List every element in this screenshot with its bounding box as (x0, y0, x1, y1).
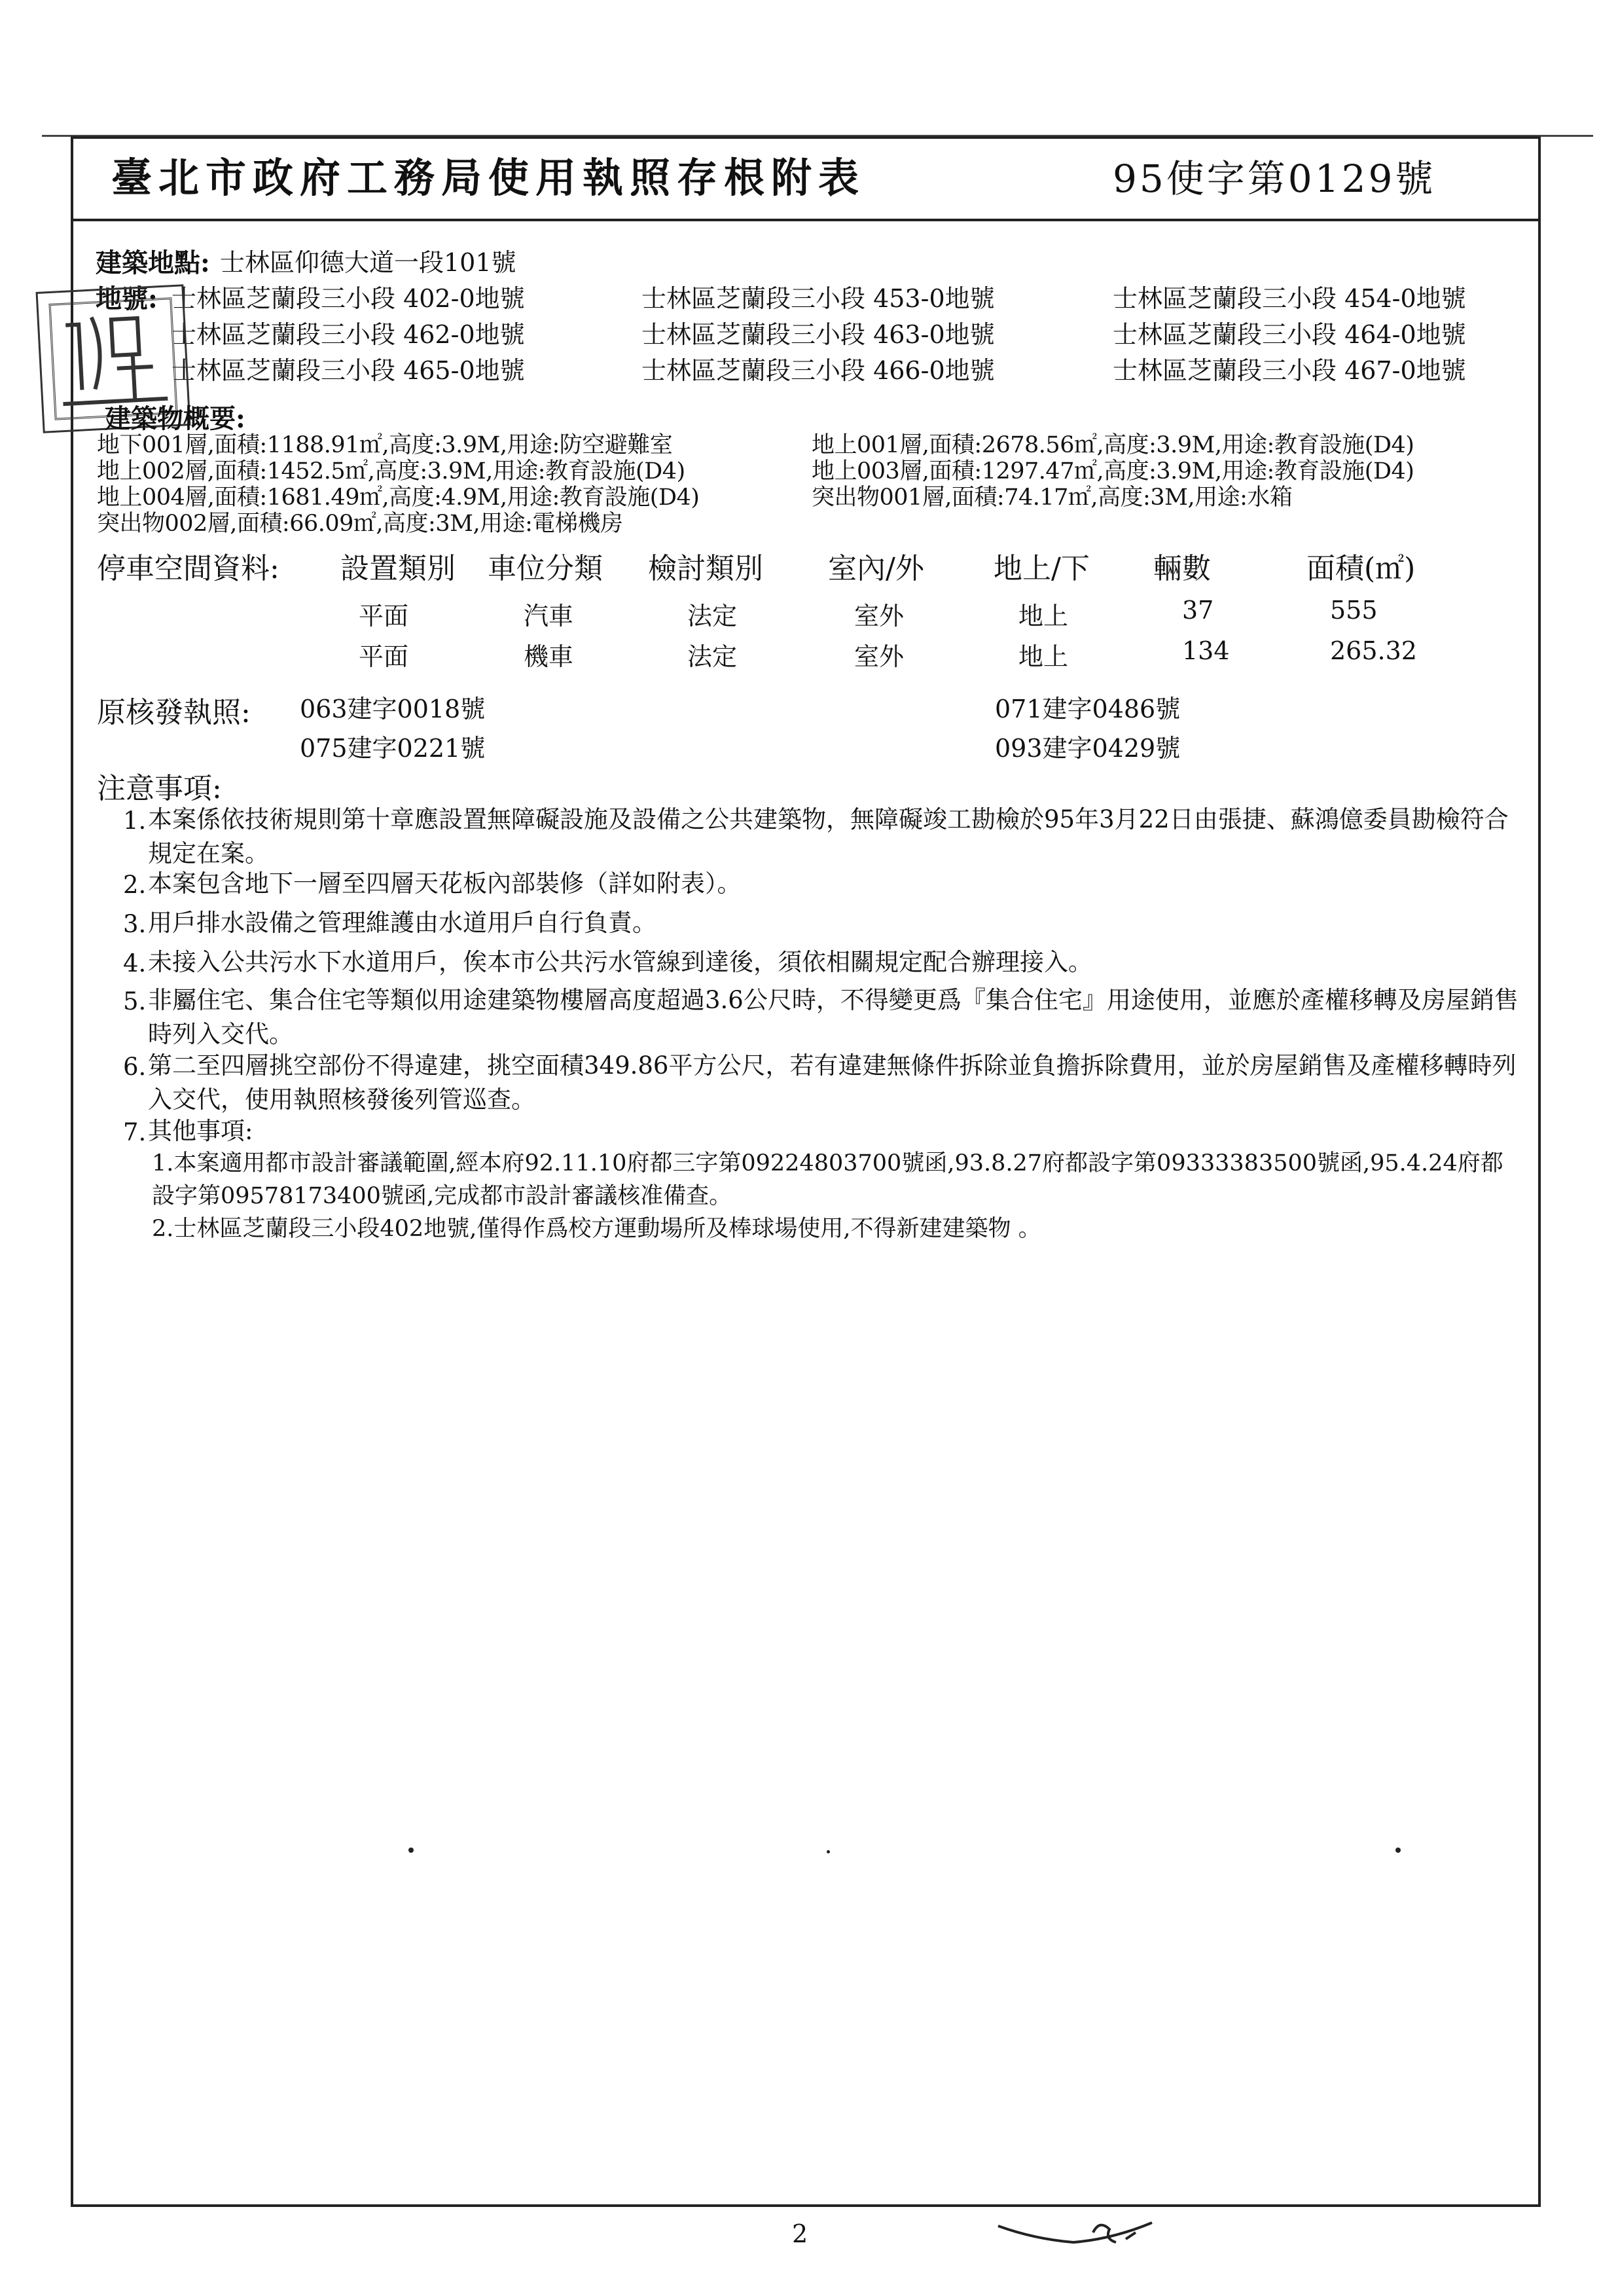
lot-number: 士林區芝蘭段三小段 454-0地號 (1113, 284, 1466, 313)
parking-cell: 265.32 (1330, 636, 1417, 665)
lot-number: 士林區芝蘭段三小段 466-0地號 (641, 356, 995, 385)
signature-mark (995, 2213, 1165, 2259)
original-permit: 071建字0486號 (995, 695, 1181, 723)
parking-cell: 室外 (854, 642, 905, 671)
note-text: 第二至四層挑空部份不得違建，挑空面積349.86平方公尺，若有違建無條件拆除並負擔拆除費用，並於房屋銷售及產權移轉時列入交代，使用執照核發後列管巡查。 (148, 1051, 1517, 1114)
parking-header: 輛數 (1153, 552, 1211, 585)
parking-cell: 法定 (687, 642, 738, 671)
original-permits-label: 原核發執照: (97, 696, 251, 729)
floor-summary: 突出物001層,面積:74.17㎡,高度:3M,用途:水箱 (812, 484, 1293, 511)
document-title: 臺北市政府工務局使用執照存根附表 (111, 154, 866, 202)
floor-summary: 地上001層,面積:2678.56㎡,高度:3.9M,用途:教育設施(D4) (812, 432, 1414, 458)
note-text: 未接入公共污水下水道用戶，俟本市公共污水管線到達後，須依相關規定配合辦理接入。 (148, 948, 1092, 976)
note-number: 6. (123, 1053, 147, 1081)
original-permit: 063建字0018號 (300, 695, 486, 723)
parking-cell: 法定 (687, 602, 738, 630)
note-number: 7. (123, 1118, 147, 1146)
note-number: 5. (123, 987, 147, 1015)
parking-header: 面積(㎡) (1306, 552, 1416, 585)
title-rule (71, 219, 1541, 221)
parking-cell: 134 (1182, 636, 1230, 665)
site-label: 建築地點: (96, 247, 210, 278)
parking-cell: 地上 (1018, 642, 1069, 671)
parking-header: 檢討類別 (648, 552, 763, 585)
note-number: 2. (123, 871, 147, 899)
note-text: 用戶排水設備之管理維護由水道用戶自行負責。 (148, 909, 656, 937)
page-number: 2 (792, 2219, 808, 2248)
lot-number: 士林區芝蘭段三小段 465-0地號 (171, 356, 525, 385)
floor-summary: 地上003層,面積:1297.47㎡,高度:3.9M,用途:教育設施(D4) (812, 458, 1414, 484)
floor-summary: 突出物002層,面積:66.09㎡,高度:3M,用途:電梯機房 (97, 511, 623, 537)
parking-header: 車位分類 (488, 552, 603, 585)
scan-dot (408, 1848, 414, 1853)
original-permit: 093建字0429號 (995, 734, 1181, 763)
parking-header: 地上/下 (994, 552, 1090, 585)
permit-number: 95使字第0129號 (1113, 156, 1436, 201)
parking-cell: 555 (1330, 596, 1378, 625)
parking-header: 設置類別 (340, 552, 456, 585)
floor-summary: 地下001層,面積:1188.91㎡,高度:3.9M,用途:防空避難室 (97, 432, 673, 458)
note-text: 其他事項: (148, 1117, 253, 1145)
lot-number: 士林區芝蘭段三小段 402-0地號 (171, 284, 525, 313)
floor-summary: 地上004層,面積:1681.49㎡,高度:4.9M,用途:教育設施(D4) (97, 484, 700, 511)
lot-number: 士林區芝蘭段三小段 463-0地號 (641, 320, 995, 349)
scan-dot (1395, 1848, 1401, 1853)
parking-cell: 機車 (524, 642, 574, 671)
lot-number: 士林區芝蘭段三小段 464-0地號 (1113, 320, 1466, 349)
note-text: 本案包含地下一層至四層天花板內部裝修（詳如附表）。 (148, 869, 742, 898)
parking-cell: 37 (1182, 596, 1214, 625)
note-number: 4. (123, 949, 147, 977)
notes-label: 注意事項: (97, 772, 222, 805)
parking-label: 停車空間資料: (97, 552, 279, 585)
note-number: 3. (123, 910, 147, 938)
site-address: 士林區仰德大道一段101號 (220, 248, 516, 277)
note-number: 1. (123, 807, 147, 835)
note-text: 本案係依技術規則第十章應設置無障礙設施及設備之公共建築物，無障礙竣工勘檢於95年3月22日由張捷、蘇鴻億委員勘檢符合規定在案。 (148, 805, 1509, 867)
parking-header: 室內/外 (828, 552, 924, 585)
overview-label: 建築物概要: (105, 403, 245, 434)
other-matter-1: 1.本案適用都市設計審議範圍,經本府92.11.10府都三字第09224803700號函,93.8.27府都設字第09333383500號函,95.4.24府都設字第09578173400號函,完成都市設計審議核准備查。 (152, 1150, 1503, 1209)
parking-cell: 平面 (359, 642, 409, 671)
note-text: 非屬住宅、集合住宅等類似用途建築物樓層高度超過3.6公尺時，不得變更爲『集合住宅』用途使用，並應於產權移轉及房屋銷售時列入交代。 (148, 986, 1519, 1048)
lot-number: 士林區芝蘭段三小段 462-0地號 (171, 320, 525, 349)
lot-number: 士林區芝蘭段三小段 467-0地號 (1113, 356, 1466, 385)
other-matter-2: 2.士林區芝蘭段三小段402地號,僅得作爲校方運動場所及棒球場使用,不得新建建築物 。 (152, 1216, 1041, 1242)
parking-cell: 地上 (1018, 602, 1069, 630)
parking-cell: 室外 (854, 602, 905, 630)
parking-cell: 汽車 (524, 602, 574, 630)
parking-cell: 平面 (359, 602, 409, 630)
lots-label: 地號: (96, 283, 158, 314)
floor-summary: 地上002層,面積:1452.5㎡,高度:3.9M,用途:教育設施(D4) (97, 458, 685, 484)
original-permit: 075建字0221號 (300, 734, 486, 763)
lot-number: 士林區芝蘭段三小段 453-0地號 (641, 284, 995, 313)
scan-dot (827, 1850, 830, 1853)
